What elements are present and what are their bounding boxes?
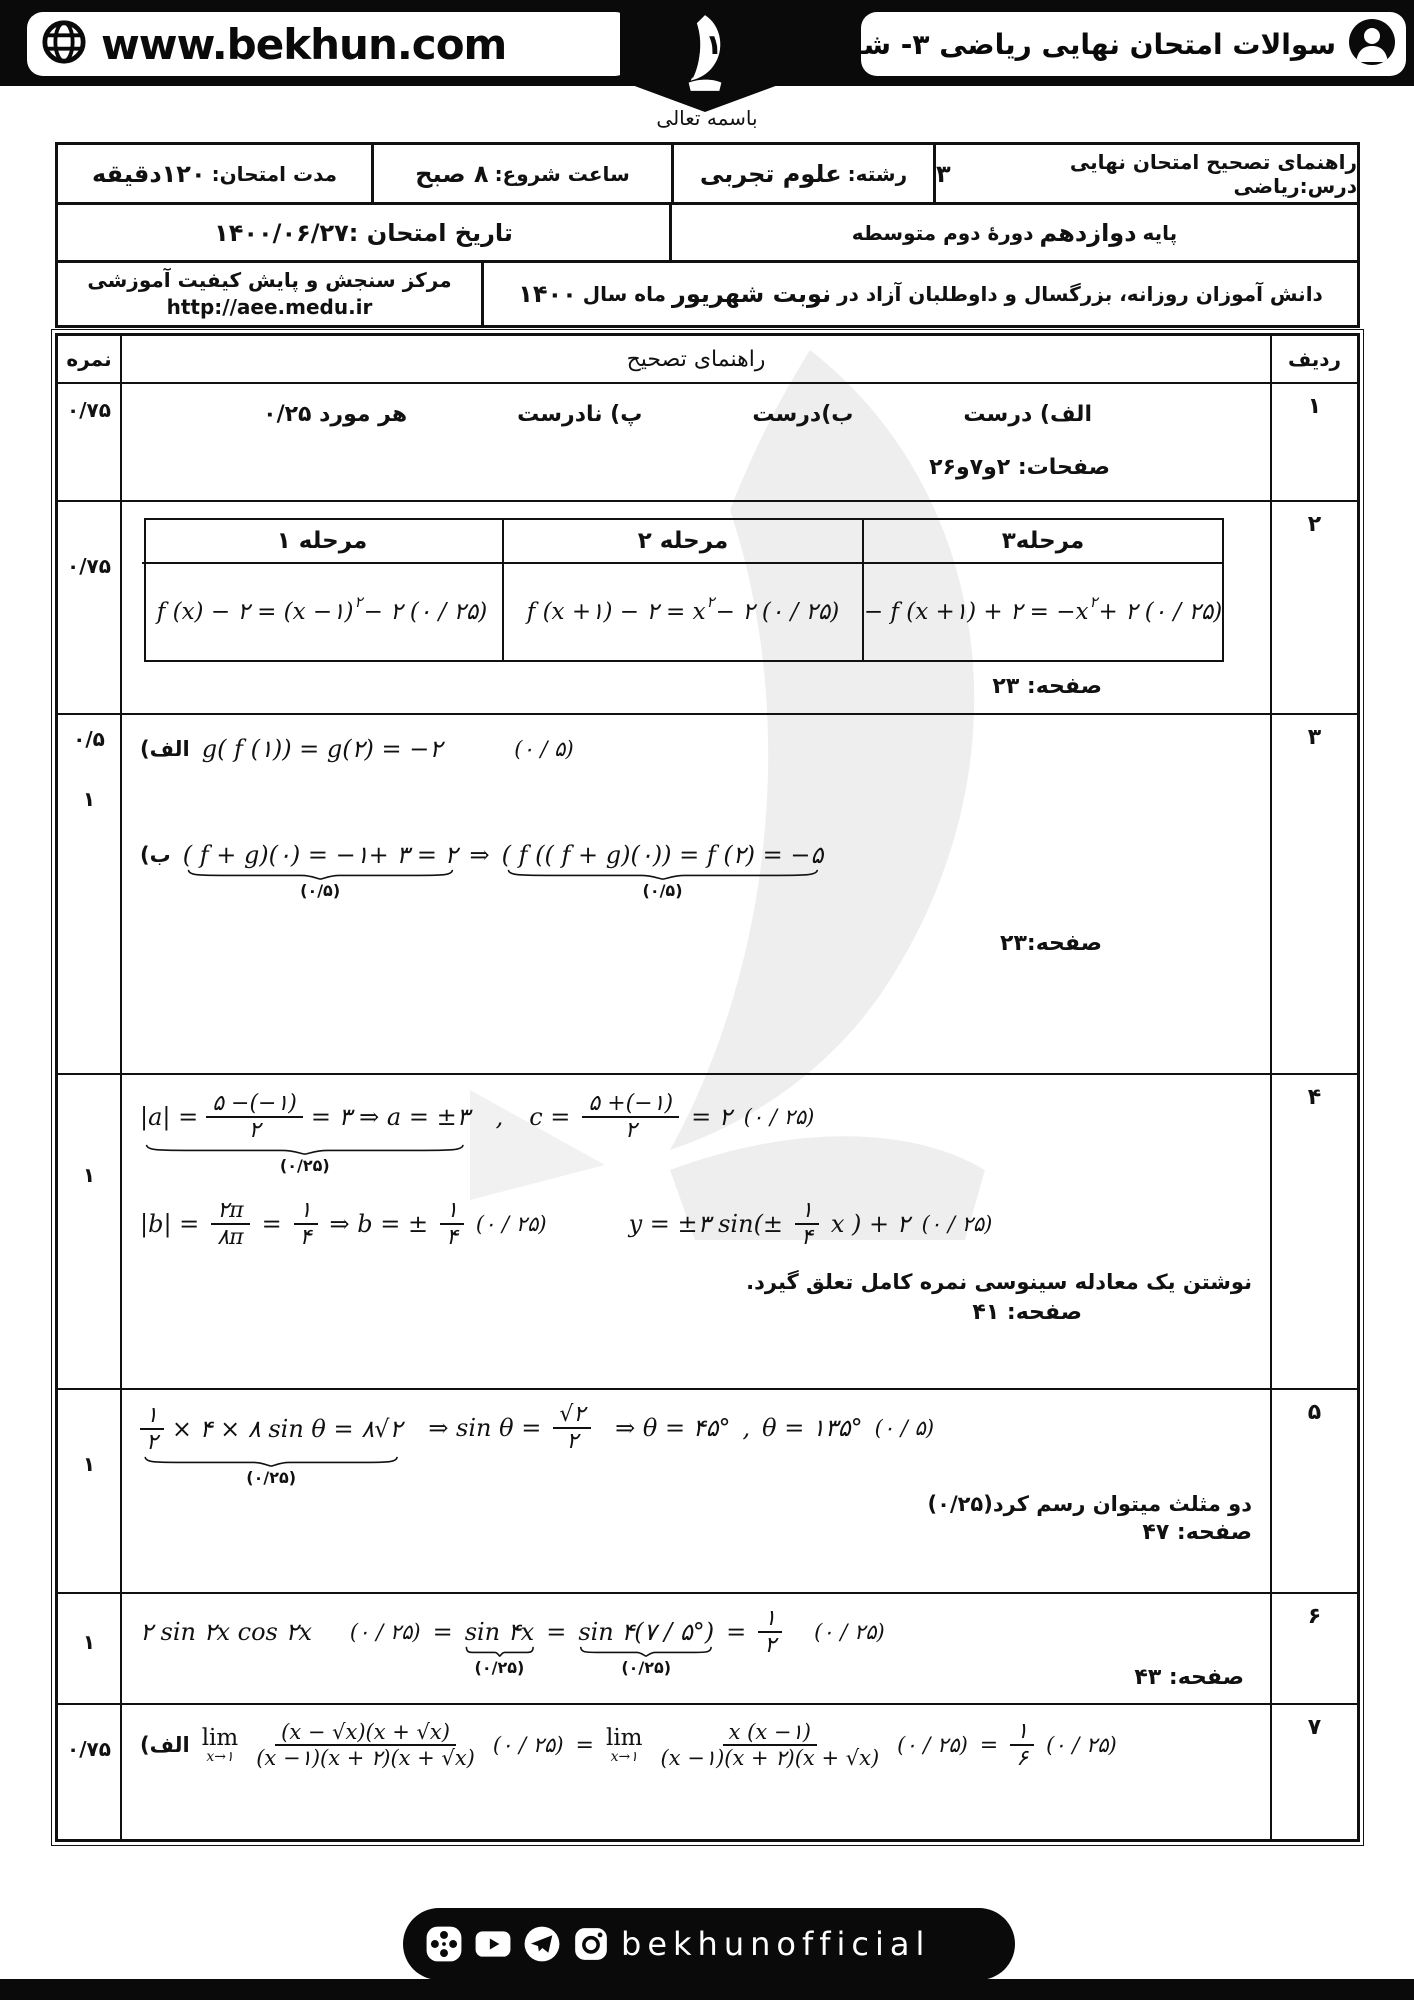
duration-value: ۱۲۰دقیقه xyxy=(92,159,206,188)
row6-sin75: sin ۴(۷ / ۵°) xyxy=(578,1618,715,1647)
row4-y-head: y = ±۳ sin(± xyxy=(628,1209,784,1238)
grade-bold: دوازدهم xyxy=(1039,218,1137,247)
row5-area-score: (۰/۲۵) xyxy=(246,1467,297,1487)
row4-c-head: c = xyxy=(529,1103,571,1132)
row7-fraction3-num: ۱ xyxy=(1010,1719,1034,1746)
row7-lim2-sub: x→۱ xyxy=(610,1748,638,1765)
instagram-icon[interactable] xyxy=(572,1925,610,1963)
row7-content xyxy=(120,1705,1272,1839)
row7-score: ۰/۷۵ xyxy=(67,1737,111,1761)
row7-fraction3-den: ۶ xyxy=(1016,1746,1029,1772)
row7-fraction1-num: (x − √x)(x + √x) xyxy=(275,1720,456,1746)
row4-c-tail: = ۲ xyxy=(691,1103,732,1132)
row7-score2: (۰ / ۲۵) xyxy=(897,1733,968,1758)
row5-formula-line xyxy=(140,1400,1252,1487)
correction-guide-table xyxy=(55,333,1360,1842)
row4-y-fraction-num: ۱ xyxy=(795,1198,819,1225)
row4-c-fraction-num: ۵ +(−۱) xyxy=(582,1091,679,1118)
row4-a-fraction-num: ۵ −(−۱) xyxy=(206,1091,303,1118)
row4-note: نوشتن یک معادله سینوسی نمره کامل تعلق گیرد. xyxy=(746,1270,1252,1295)
row1-item-a: الف) درست xyxy=(963,402,1092,427)
row5-area-group xyxy=(140,1400,403,1487)
row4-a-head: |a| = xyxy=(140,1103,199,1132)
exam-title: سوالات امتحان نهایی ریاضی ۳- شهریور ۱۴۰۰ xyxy=(705,27,1336,61)
answer-row-5 xyxy=(58,1388,1357,1592)
row6-product: ۲ sin ۲x cos ۲x xyxy=(140,1618,312,1647)
row6-score1: (۰ / ۲۵) xyxy=(349,1620,421,1645)
start-time-value: ۸ صبح xyxy=(415,159,489,188)
duration-label: مدت امتحان: xyxy=(211,161,337,186)
row4-number: ۴ xyxy=(1307,1085,1322,1110)
stage2-formula-post: − ۲ (۰ / ۲۵) xyxy=(715,599,840,625)
row3-content xyxy=(120,715,1272,1073)
row3-part-b-right-score: (۰/۵) xyxy=(642,881,683,900)
row6-eq1: = xyxy=(432,1618,453,1647)
row5-note: دو مثلث میتوان رسم کرد(۰/۲۵) xyxy=(927,1491,1252,1516)
row4-b-fraction2 xyxy=(294,1198,318,1251)
row4-b-head: |b| = xyxy=(140,1209,200,1238)
row7-fraction1 xyxy=(250,1720,481,1770)
row4-content xyxy=(120,1075,1272,1388)
row3-part-a-formula: g( f (۱)) = g(۲) = −۲ xyxy=(201,735,443,763)
row1-number: ۱ xyxy=(1307,394,1322,419)
answer-row-4 xyxy=(58,1073,1357,1388)
row3-score xyxy=(58,715,120,1073)
row7-lim1-sub: x→۱ xyxy=(206,1748,234,1765)
row7-fraction2-num: x (x −۱) xyxy=(723,1720,817,1746)
audience-mid: ماه سال xyxy=(582,282,666,306)
row6-eq2: = xyxy=(546,1618,567,1647)
row3-part-b-line xyxy=(140,841,1252,900)
row3-part-a-line xyxy=(140,735,1252,763)
info-row-2 xyxy=(58,205,1357,263)
grade-post: دورۀ دوم متوسطه xyxy=(851,220,1034,245)
row5-theta2: θ = ۱۳۵° xyxy=(762,1413,863,1442)
row7-lim2 xyxy=(605,1724,643,1765)
social-links-pill[interactable] xyxy=(403,1908,1015,1980)
row3-page-ref: صفحه:۲۳ xyxy=(1000,931,1102,956)
row1-item-p: پ) نادرست xyxy=(517,402,643,427)
row7-lim1-text: lim xyxy=(201,1724,239,1751)
row2-content xyxy=(120,502,1272,713)
row3-part-a-score: (۰ / ۵) xyxy=(514,737,574,761)
basmala-text: باسمه تعالی xyxy=(656,106,758,130)
row6-score2: (۰ / ۲۵) xyxy=(814,1620,885,1645)
row7-fraction2 xyxy=(655,1720,886,1770)
exam-info-table xyxy=(55,142,1360,328)
aparat-icon[interactable] xyxy=(425,1925,463,1963)
row4-b-fraction1-num: ۲π xyxy=(211,1198,249,1225)
row4-a-expr xyxy=(140,1091,470,1144)
stage1-formula xyxy=(142,564,502,660)
row6-sin75-score: (۰/۲۵) xyxy=(621,1658,672,1678)
row6-sin4x-score: (۰/۲۵) xyxy=(474,1658,525,1678)
answer-row-1 xyxy=(58,382,1357,500)
row2-page-ref: صفحه: ۲۳ xyxy=(992,674,1102,699)
start-time-label: ساعت شروع: xyxy=(494,161,630,186)
row7-fraction2-den: (x −۱)(x + ۲)(x + √x) xyxy=(660,1746,880,1771)
stage2-formula xyxy=(502,564,862,660)
subject-number: ۳ xyxy=(936,159,951,188)
row4-b-fraction3-den: ۴ xyxy=(446,1224,458,1250)
row5-page-ref: صفحه: ۴۷ xyxy=(1142,1519,1252,1545)
subject-label: راهنمای تصحیح امتحان نهایی درس:ریاضی xyxy=(1069,149,1357,198)
row7-fraction1-den: (x −۱)(x + ۲)(x + √x) xyxy=(256,1746,475,1771)
row7-fraction3 xyxy=(1010,1719,1034,1772)
row1-answers-line xyxy=(140,384,1252,427)
row5-arrow1: ⇒ sin θ = xyxy=(428,1413,542,1442)
grade-pre: پایه xyxy=(1142,220,1178,245)
row4-b-fraction3 xyxy=(440,1198,464,1251)
row4-y-tail: x ) + ۲ xyxy=(830,1209,910,1238)
stage1-formula-pre: f (x) − ۲ = (x −۱) xyxy=(156,599,354,625)
row7-part-a-label: الف) xyxy=(140,1733,190,1758)
start-time-cell xyxy=(371,145,671,202)
answer-row-2 xyxy=(58,500,1357,713)
row4-b-fraction3-num: ۱ xyxy=(440,1198,464,1225)
answer-row-3 xyxy=(58,713,1357,1073)
row6-sin75-group xyxy=(578,1618,715,1678)
bottom-black-strip xyxy=(0,1979,1414,2000)
assessment-center-cell xyxy=(58,263,481,325)
audience-bold: نوبت شهریور xyxy=(672,280,832,308)
row3-part-b-left-group xyxy=(182,841,458,900)
row4-a-fraction xyxy=(206,1091,303,1144)
row3-part-b-left: ( f + g)(۰) = −۱+ ۳ = ۲ xyxy=(182,841,458,869)
row3-part-a-label: الف) xyxy=(140,737,190,761)
row5-sin-fraction-num: √۲ xyxy=(553,1402,591,1429)
answer-row-7 xyxy=(58,1703,1357,1839)
row6-page-ref: صفحه: ۴۳ xyxy=(1134,1664,1244,1690)
row5-area-mid: × ۴ × ۸ sin θ = ۸√۲ xyxy=(171,1415,403,1444)
stage3-header: مرحله۳ xyxy=(862,520,1222,564)
center-url: http://aee.medu.ir xyxy=(166,295,373,319)
row4-a-tail: = ۳ ⇒ a = ±۳ xyxy=(310,1103,470,1132)
row6-sin4x-group xyxy=(464,1618,535,1678)
exam-date-cell: تاریخ امتحان :۱۴۰۰/۰۶/۲۷ xyxy=(214,218,513,247)
row4-c-score: (۰ / ۲۵) xyxy=(743,1105,815,1130)
row4-a-score: (۰/۲۵) xyxy=(279,1155,330,1175)
site-url-text: www.bekhun.com xyxy=(101,19,507,69)
row1-each-score: هر مورد ۰/۲۵ xyxy=(263,402,408,427)
audience-pre: دانش آموزان روزانه، بزرگسال و داوطلبان آزاد در xyxy=(837,282,1323,306)
row5-half-fraction xyxy=(140,1403,164,1456)
top-bar xyxy=(0,0,1414,86)
row2-score: ۰/۷۵ xyxy=(67,554,111,578)
row4-b-fraction2-den: ۴ xyxy=(299,1224,312,1250)
row2-number: ۲ xyxy=(1307,512,1322,537)
info-row-3 xyxy=(58,263,1357,325)
row5-half-fraction-num: ۱ xyxy=(140,1403,164,1430)
stage1-formula-sup: ۲ xyxy=(354,593,363,611)
grade-cell xyxy=(669,205,1357,260)
info-row-1 xyxy=(58,145,1357,205)
audience-year: ۱۴۰۰ xyxy=(518,280,577,308)
row1-page-ref: صفحات: ۲و۷و۲۶ xyxy=(929,455,1110,480)
score-column-header: نمره xyxy=(66,347,112,371)
table-header-row xyxy=(58,336,1357,382)
stage3-formula xyxy=(862,564,1222,660)
row6-half-fraction-den: ۲ xyxy=(764,1633,777,1659)
row6-number: ۶ xyxy=(1307,1604,1322,1629)
row3-implies-arrow: ⇒ xyxy=(469,841,490,869)
stage2-formula-pre: f (x +۱) − ۲ = x xyxy=(526,599,706,625)
row4-separator: , xyxy=(495,1103,504,1132)
row4-b-fraction1 xyxy=(211,1198,249,1251)
row4-line2 xyxy=(140,1198,1252,1251)
row1-score: ۰/۷۵ xyxy=(67,398,111,422)
row6-content xyxy=(120,1594,1272,1703)
major-cell xyxy=(671,145,933,202)
row4-b-fraction1-den: ۸π xyxy=(217,1224,244,1250)
stage3-formula-pre: − f (x +۱) + ۲ = −x xyxy=(863,599,1089,625)
center-name: مرکز سنجش و پایش کیفیت آموزشی xyxy=(87,268,452,292)
row4-y-score: (۰ / ۲۵) xyxy=(921,1211,993,1236)
row6-half-fraction-num: ۱ xyxy=(758,1606,782,1633)
row4-score: ۱ xyxy=(82,1163,96,1187)
row6-score: ۱ xyxy=(82,1630,96,1654)
row3-part-b-left-score: (۰/۵) xyxy=(300,881,341,900)
row7-lim2-text: lim xyxy=(605,1724,643,1751)
audience-cell xyxy=(481,263,1357,325)
site-link[interactable] xyxy=(27,12,631,76)
row4-c-fraction xyxy=(582,1091,679,1144)
row3-part-b-label: ب) xyxy=(140,843,171,867)
row3-part-b-right-group xyxy=(501,841,824,900)
row4-b-fraction2-num: ۱ xyxy=(294,1198,318,1225)
row3-score-b: ۱ xyxy=(82,787,96,811)
row5-theta-sep: , xyxy=(742,1413,751,1442)
footer-handle: bekhunofficial xyxy=(621,1925,931,1963)
row7-number: ۷ xyxy=(1307,1715,1322,1740)
row4-b-tail: ⇒ b = ± xyxy=(329,1209,429,1238)
row1-content xyxy=(120,384,1272,500)
globe-icon xyxy=(41,19,87,69)
row4-y-fraction xyxy=(795,1198,819,1251)
row5-score: ۱ xyxy=(82,1452,96,1476)
row6-sin4x: sin ۴x xyxy=(464,1618,535,1647)
row5-sin-fraction xyxy=(553,1402,591,1455)
row4-a-fraction-den: ۲ xyxy=(248,1118,261,1144)
stage3-formula-post: + ۲ (۰ / ۲۵) xyxy=(1098,599,1223,625)
row4-y-fraction-den: ۴ xyxy=(801,1224,813,1250)
row1-item-b: ب)درست xyxy=(752,402,854,427)
row5-arrow2: ⇒ θ = ۴۵° xyxy=(615,1413,731,1442)
youtube-icon[interactable] xyxy=(474,1925,512,1963)
row-column-header: ردیف xyxy=(1287,347,1342,371)
exam-title-pill xyxy=(705,12,1406,76)
row5-half-fraction-den: ۲ xyxy=(146,1430,158,1456)
row5-area-expr xyxy=(140,1403,402,1456)
row5-number: ۵ xyxy=(1307,1400,1322,1425)
major-value: علوم تجربی xyxy=(699,159,842,188)
row7-score3: (۰ / ۲۵) xyxy=(1046,1733,1117,1758)
row4-b-score: (۰ / ۲۵) xyxy=(475,1211,547,1236)
guide-column-header: راهنمای تصحیح xyxy=(120,336,1272,382)
row6-half-fraction xyxy=(758,1606,782,1659)
stage1-formula-post: − ۲ (۰ / ۲۵) xyxy=(363,599,488,625)
row3-number: ۳ xyxy=(1307,725,1322,750)
row5-score-inline: (۰ / ۵) xyxy=(874,1415,935,1440)
stage2-formula-sup: ۲ xyxy=(706,593,715,611)
row5-sin-fraction-den: ۲ xyxy=(566,1428,579,1454)
row4-b-equals: = xyxy=(261,1209,282,1238)
stage1-header: مرحله ۱ xyxy=(142,520,502,564)
row7-eq1: = xyxy=(575,1732,594,1758)
row7-eq2: = xyxy=(979,1732,999,1758)
duration-cell xyxy=(58,145,371,202)
answer-row-6 xyxy=(58,1592,1357,1703)
row4-line1 xyxy=(140,1091,1252,1175)
row7-score1: (۰ / ۲۵) xyxy=(492,1733,564,1758)
major-label: رشته: xyxy=(847,161,908,186)
stage3-formula-sup: ۲ xyxy=(1089,593,1098,611)
row4-page-ref: صفحه: ۴۱ xyxy=(972,1300,1082,1326)
row3-score-a: ۰/۵ xyxy=(73,727,105,751)
row6-eq3: = xyxy=(726,1618,747,1647)
row3-part-b-right: ( f (( f + g)(۰)) = f (۲) = −۵ xyxy=(501,841,824,869)
telegram-icon[interactable] xyxy=(523,1925,561,1963)
stage2-header: مرحله ۲ xyxy=(502,520,862,564)
row4-c-fraction-den: ۲ xyxy=(624,1118,637,1144)
row5-content xyxy=(120,1390,1272,1592)
stages-table xyxy=(144,518,1224,662)
row7-lim1 xyxy=(201,1724,239,1765)
row7-limit-line xyxy=(140,1719,1252,1772)
person-icon xyxy=(1348,18,1396,70)
subject-cell xyxy=(933,145,1357,202)
row4-a-group xyxy=(140,1091,470,1175)
